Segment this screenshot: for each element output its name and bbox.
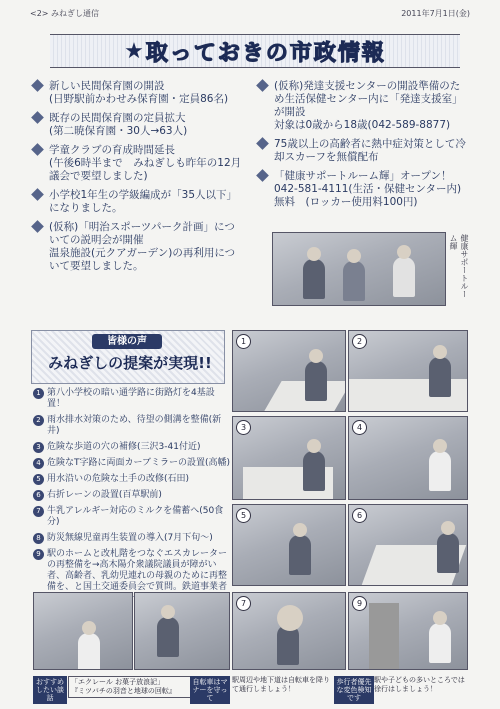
bicycle-tag: 自転車はマナーを守って xyxy=(190,676,230,704)
photo-5: 5 xyxy=(232,504,346,586)
diamond-bullet-icon xyxy=(31,143,44,156)
health-room-photo xyxy=(272,232,446,306)
diamond-bullet-icon xyxy=(31,79,44,92)
photo-10: 9 xyxy=(348,592,468,670)
photo-6: 6 xyxy=(348,504,468,586)
left-info-column xyxy=(33,80,243,279)
photo-1: 1 xyxy=(232,330,346,412)
diamond-bullet-icon xyxy=(31,220,44,233)
diamond-bullet-icon xyxy=(256,169,269,182)
info-item: 既存の民間保育園の定員拡大 (第二暁保育園・30人→63人) xyxy=(33,112,243,138)
list-item: 1 第八小学校の暗い通学路に街路灯を4基設置！ xyxy=(33,388,231,410)
diamond-bullet-icon xyxy=(31,188,44,201)
proposal-list xyxy=(33,388,231,609)
diamond-bullet-icon xyxy=(31,111,44,124)
list-item: 6 右折レーンの設置(百草駅前) xyxy=(33,490,231,501)
pedestrian-tag: 歩行者優先な変色検知です xyxy=(334,676,374,704)
photo-8 xyxy=(134,592,230,670)
photo-7 xyxy=(33,592,133,670)
star-icon: ★ xyxy=(124,38,146,64)
bicycle-caption: 駅周辺や地下道は自転車を降りて通行しましょう！ xyxy=(232,676,330,693)
photo-2: 2 xyxy=(348,330,468,412)
voice-title: みねぎしの提案が実現!! xyxy=(48,354,212,372)
issue-date: 2011年7月1日(金) xyxy=(401,9,470,18)
list-item: 9 駅のホームと改札階をつなぐエスカレーターの再整備を→高木陽介衆議院議員が障がい者、高齢者、乳幼児連れの母親のために再整備を、と国土交通委員会で質問。鉄道事業者 xyxy=(33,549,231,604)
pedestrian-caption: 駅や子どもの多いところでは徐行はしましょう！ xyxy=(374,676,465,693)
diamond-bullet-icon xyxy=(256,79,269,92)
list-item: 2 雨水排水対策のため、待望の側溝を整備(新井) xyxy=(33,415,231,437)
list-item: 3 危険な歩道の穴の補修(三沢3-41付近) xyxy=(33,442,231,453)
recommend-tag: おすすめしたい談話 xyxy=(33,676,67,704)
info-item: 学童クラブの育成時間延長 (午後6時半まで みねぎしも昨年の12月議会で要望しました) xyxy=(33,144,243,183)
info-item: 小学校1年生の学級編成が「35人以下」になりました。 xyxy=(33,189,243,215)
photo-3: 3 xyxy=(232,416,346,500)
book-caption: 「エクレール お菓子放浪記」 『ミツバチの羽音と地球の回転』 xyxy=(68,676,192,698)
list-item: 8 防災無線児童再生装置の導入(7月下旬～) xyxy=(33,533,231,544)
right-info-column xyxy=(258,80,470,215)
list-item: 7 牛乳アレルギー対応のミルクを備蓄へ(50食分) xyxy=(33,506,231,528)
diamond-bullet-icon xyxy=(256,137,269,150)
voice-tag: 皆様の声 xyxy=(92,334,162,349)
page-number-and-title: <2> みねぎし通信 xyxy=(30,9,100,18)
info-item: (仮称)発達支援センターの開設準備のため生活保健センター内に「発達支援室」が開設 対象は0歳から18歳(042-589-8877) xyxy=(258,80,470,132)
info-item: 75歳以上の高齢者に熱中症対策として冷却スカーフを無償配布 xyxy=(258,138,470,164)
section-banner xyxy=(50,34,460,68)
page-header xyxy=(30,8,470,20)
photo-label: 健康サポートルーム輝 xyxy=(449,234,469,298)
info-item: 新しい民間保育園の開設 (日野駅前かわせみ保育園・定員86名) xyxy=(33,80,243,106)
info-item: 「健康サポートルーム輝」オープン！ 042-581-4111(生活・保健センター内)無料 (ロッカー使用料100円) xyxy=(258,170,470,209)
info-item: (仮称)「明治スポーツパーク計画」についての説明会が開催 温泉施設(元クアガーデン)の再利用について要望しました。 xyxy=(33,221,243,273)
list-item: 4 危険なT字路に両面カーブミラーの設置(高幡) xyxy=(33,458,231,469)
list-item: 5 用水沿いの危険な土手の改修(石田) xyxy=(33,474,231,485)
banner-title: 取っておきの市政情報 xyxy=(145,40,386,66)
photo-4: 4 xyxy=(348,416,468,500)
photo-9: 7 xyxy=(232,592,346,670)
